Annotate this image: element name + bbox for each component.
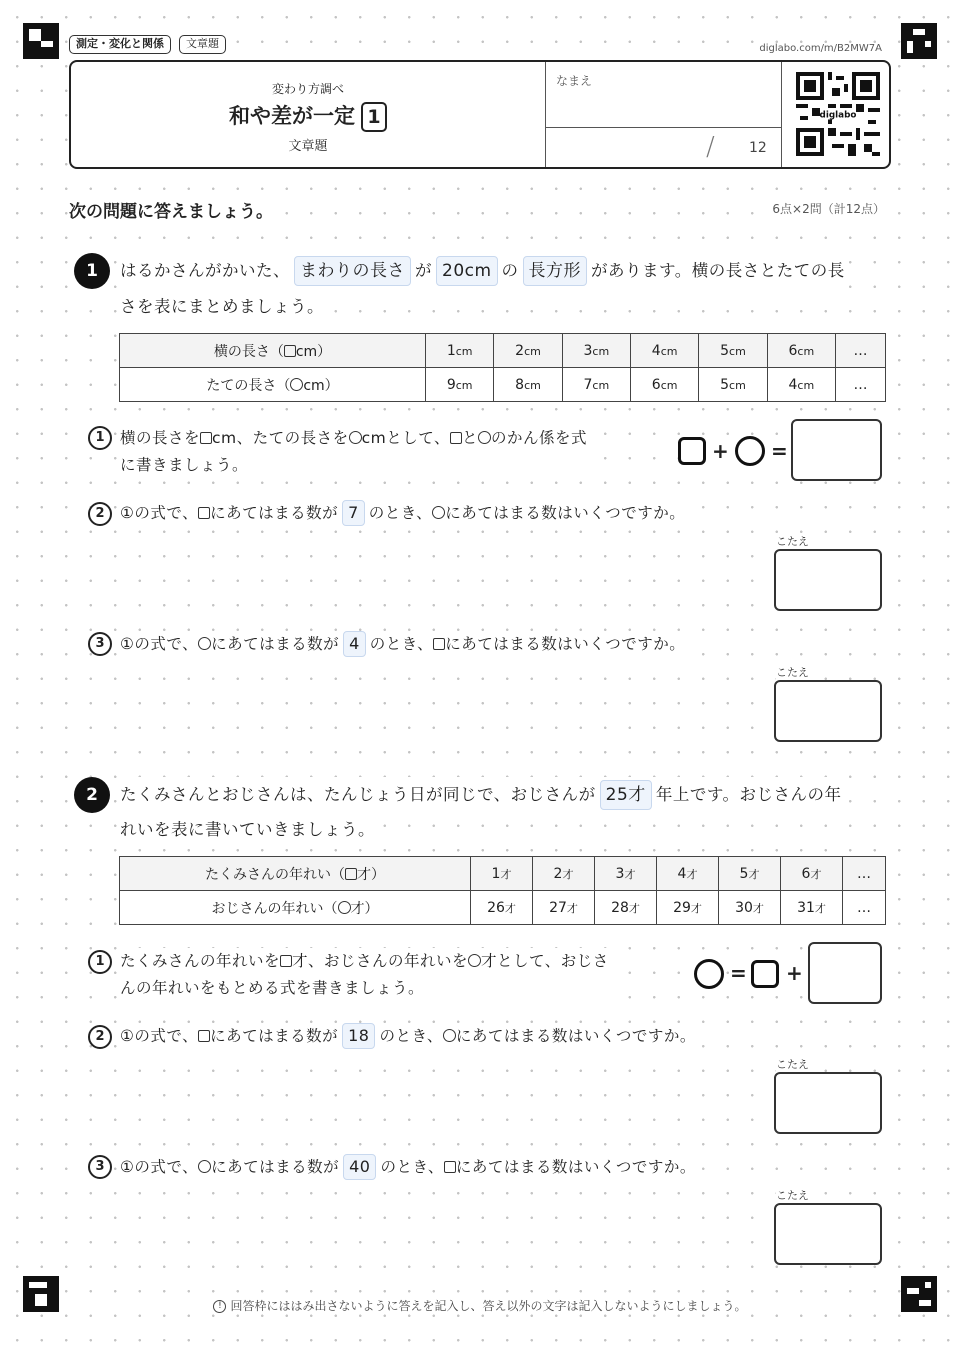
table-cell: 5cm <box>699 334 767 368</box>
plus-sign: + <box>712 439 729 463</box>
worksheet-header <box>69 60 891 169</box>
answer-label: こたえ <box>776 1189 809 1202</box>
table-cell: 4才 <box>657 857 719 891</box>
equals-sign: = <box>730 961 747 985</box>
table-cell-ellipsis: … <box>843 891 886 925</box>
table-cell-ellipsis: … <box>843 857 886 891</box>
table-row <box>120 334 886 368</box>
p2-q2-number: 2 <box>88 1025 112 1049</box>
table-row <box>120 368 886 402</box>
p2-q3-text: ①の式で、 にあてはまる数が 40 のとき、 にあてはまる数はいくつですか。 <box>120 1154 696 1181</box>
header-subtitle: 変わり方調べ <box>271 82 344 96</box>
p1-text-c: の <box>501 261 519 280</box>
p2-q1-text: たくみさんの年れいを 才、おじさんの年れいを 才として、おじさ んの年れいをもとめる式を書きましょう。 <box>120 948 609 1002</box>
table-row <box>120 891 886 925</box>
p2-text-a: たくみさんとおじさんは、たんじょう日が同じで、おじさんが <box>120 785 596 804</box>
header-title-text: 和や差が一定 <box>229 104 355 128</box>
corner-marker-top-left <box>23 23 59 59</box>
table-cell: 2才 <box>533 857 595 891</box>
problem-2-number: 2 <box>74 777 110 813</box>
table-cell: 29才 <box>657 891 719 925</box>
circle-symbol-icon <box>735 436 765 466</box>
page-url: diglabo.com/m/B2MW7A <box>759 43 882 54</box>
table-cell: 4cm <box>767 368 835 402</box>
qr-code-icon <box>796 72 880 156</box>
table-row <box>120 857 886 891</box>
square-symbol-icon <box>751 960 779 988</box>
qr-section <box>781 62 889 167</box>
name-label: なまえ <box>556 74 593 88</box>
problem-1-table <box>119 333 886 402</box>
equals-sign: = <box>771 439 788 463</box>
table-cell: 6cm <box>767 334 835 368</box>
problem-2-table <box>119 856 886 925</box>
score-slash: / <box>706 132 715 162</box>
p2-q2-text: ①の式で、 にあてはまる数が 18 のとき、 にあてはまる数はいくつですか。 <box>120 1023 696 1050</box>
p2-text-b: 年上です。おじさんの年 <box>655 785 842 804</box>
highlight-rectangle: 長方形 <box>523 256 588 286</box>
circle-symbol-icon <box>694 959 724 989</box>
p2-q1-answer-box[interactable] <box>808 942 882 1004</box>
table-cell-ellipsis: … <box>836 334 886 368</box>
score-total: 12 <box>749 140 767 156</box>
p1-q3-value: 4 <box>343 631 366 657</box>
table-cell: 1才 <box>471 857 533 891</box>
plus-sign: + <box>786 961 803 985</box>
row2-header: おじさんの年れい（ 才） <box>120 891 471 925</box>
name-field[interactable] <box>545 62 781 128</box>
table-cell: 6cm <box>630 368 698 402</box>
p1-q3-number: 3 <box>88 632 112 656</box>
p1-text-b: が <box>415 261 432 280</box>
table-cell: 28才 <box>595 891 657 925</box>
answer-label: こたえ <box>776 1058 809 1071</box>
score-field[interactable] <box>545 128 781 167</box>
p1-q2-text: ①の式で、 にあてはまる数が 7 のとき、 にあてはまる数はいくつですか。 <box>120 500 685 527</box>
p1-text-a: はるかさんがかいた、 <box>120 261 290 280</box>
problem-2-text-line1 <box>120 777 842 813</box>
p1-q2-number: 2 <box>88 502 112 526</box>
row1-header: たくみさんの年れい（ 才） <box>120 857 471 891</box>
tag-subject: 測定・変化と関係 <box>69 35 171 54</box>
p1-q2-value: 7 <box>342 500 365 526</box>
p2-q3-value: 40 <box>343 1154 376 1180</box>
table-cell: 3cm <box>562 334 630 368</box>
tag-category: 文章題 <box>179 35 226 54</box>
table-cell: 6才 <box>781 857 843 891</box>
p1-text-d: があります。横の長さとたての長 <box>591 261 845 280</box>
p1-q2-answer-box[interactable] <box>774 549 882 611</box>
p2-q2-answer-box[interactable] <box>774 1072 882 1134</box>
table-cell: 3才 <box>595 857 657 891</box>
header-category: 文章題 <box>288 139 328 154</box>
p1-q1-answer-box[interactable] <box>791 419 882 481</box>
row1-header: 横の長さ（ cm） <box>120 334 426 368</box>
p1-q3-answer-box[interactable] <box>774 680 882 742</box>
p2-q3-answer-box[interactable] <box>774 1203 882 1265</box>
table-cell: 9cm <box>426 368 494 402</box>
table-cell: 4cm <box>630 334 698 368</box>
instruction: 次の問題に答えましょう。 <box>69 197 273 222</box>
footer-text: 回答枠にははみ出さないように答えを記入し、答え以外の文字は記入しないようにしましょう。 <box>230 1299 747 1313</box>
corner-marker-top-right <box>901 23 937 59</box>
p1-q3-text: ①の式で、 にあてはまる数が 4 のとき、 にあてはまる数はいくつですか。 <box>120 631 685 658</box>
table-cell: 5才 <box>719 857 781 891</box>
points-info: 6点×2問（計12点） <box>772 202 885 216</box>
table-cell: 27才 <box>533 891 595 925</box>
square-symbol-icon <box>678 437 706 465</box>
header-number: 1 <box>361 102 387 132</box>
table-cell: 5cm <box>699 368 767 402</box>
header-title-section <box>71 62 545 167</box>
table-cell: 31才 <box>781 891 843 925</box>
p1-q1-text: 横の長さを cm、たての長さを cmとして、 と のかん係を式 に書きましょう。 <box>120 425 587 479</box>
problem-1-text-line1 <box>120 253 845 289</box>
row2-header: たての長さ（ cm） <box>120 368 426 402</box>
problem-2-text-line2: れいを表に書いていきましょう。 <box>120 812 375 848</box>
table-cell: 26才 <box>471 891 533 925</box>
problem-1-text-line2: さを表にまとめましょう。 <box>120 289 324 325</box>
footer-note <box>0 1297 960 1314</box>
highlight-perimeter: まわりの長さ <box>294 256 411 286</box>
answer-label: こたえ <box>776 535 809 548</box>
table-cell: 2cm <box>494 334 562 368</box>
p2-q3-number: 3 <box>88 1155 112 1179</box>
answer-label: こたえ <box>776 666 809 679</box>
qr-label: diglabo <box>819 110 857 121</box>
problem-1-number: 1 <box>74 253 110 289</box>
table-cell: 1cm <box>426 334 494 368</box>
p2-q1-number: 1 <box>88 950 112 974</box>
p1-q1-number: 1 <box>88 426 112 450</box>
table-cell: 7cm <box>562 368 630 402</box>
warning-icon: ! <box>213 1300 226 1313</box>
table-cell: 8cm <box>494 368 562 402</box>
p2-q2-value: 18 <box>342 1023 375 1049</box>
highlight-20cm: 20cm <box>436 256 498 286</box>
table-cell: 30才 <box>719 891 781 925</box>
highlight-25: 25才 <box>600 780 652 810</box>
table-cell-ellipsis: … <box>836 368 886 402</box>
header-title <box>71 100 545 132</box>
